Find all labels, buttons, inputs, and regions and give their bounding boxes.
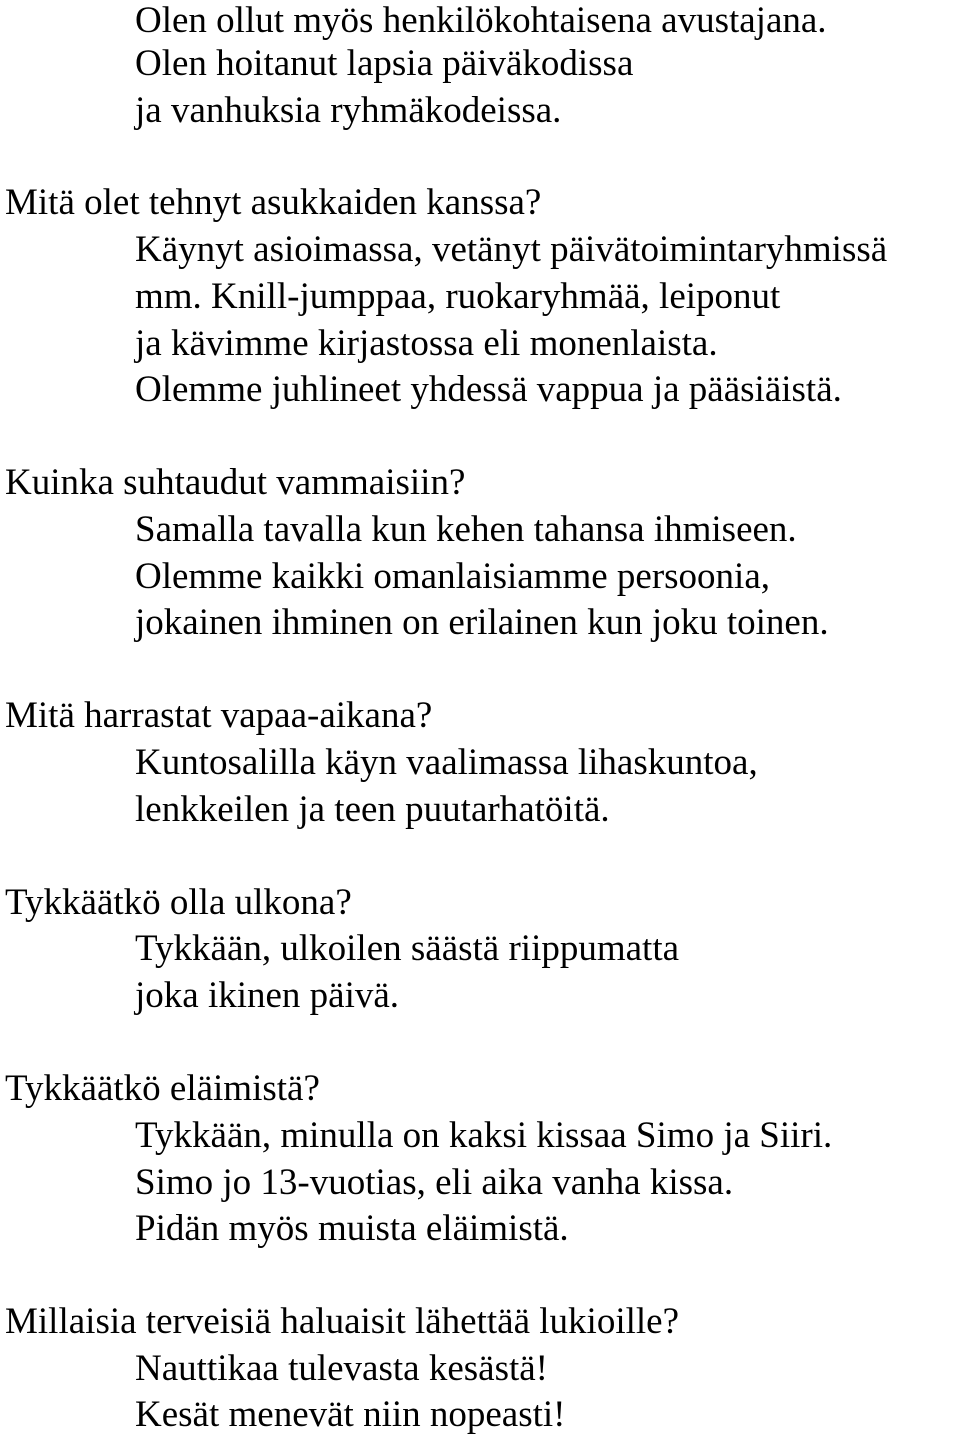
answer-line: joka ikinen päivä. [135, 975, 400, 1016]
answer-line: Simo jo 13-vuotias, eli aika vanha kissa. [135, 1162, 734, 1203]
answer-line: jokainen ihminen on erilainen kun joku toinen. [135, 602, 829, 643]
answer-line: ja kävimme kirjastossa eli monenlaista. [135, 323, 718, 364]
answer-line: lenkkeilen ja teen puutarhatöitä. [135, 789, 610, 830]
answer-line: Nauttikaa tulevasta kesästä! [135, 1348, 548, 1389]
answer-line: mm. Knill-jumppaa, ruokaryhmää, leiponut [135, 276, 781, 317]
question-line: Mitä olet tehnyt asukkaiden kanssa? [5, 182, 542, 223]
question-line: Mitä harrastat vapaa-aikana? [5, 695, 433, 736]
answer-line: Olemme juhlineet yhdessä vappua ja pääsiäistä. [135, 369, 842, 410]
question-line: Tykkäätkö eläimistä? [5, 1068, 320, 1109]
intro-line: Olen hoitanut lapsia päiväkodissa [135, 43, 634, 84]
answer-line: Pidän myös muista eläimistä. [135, 1208, 569, 1249]
answer-line: Olemme kaikki omanlaisiamme persoonia, [135, 556, 770, 597]
answer-line: Tykkään, ulkoilen säästä riippumatta [135, 928, 680, 969]
intro-line: ja vanhuksia ryhmäkodeissa. [135, 90, 562, 131]
answer-line: Kuntosalilla käyn vaalimassa lihaskuntoa, [135, 742, 758, 783]
intro-line: Olen ollut myös henkilökohtaisena avustajana. [135, 0, 827, 41]
question-line: Kuinka suhtaudut vammaisiin? [5, 462, 466, 503]
answer-line: Samalla tavalla kun kehen tahansa ihmiseen. [135, 509, 797, 550]
answer-line: Käynyt asioimassa, vetänyt päivätoimintaryhmissä [135, 229, 888, 270]
question-line: Millaisia terveisiä haluaisit lähettää lukioille? [5, 1301, 680, 1342]
question-line: Tykkäätkö olla ulkona? [5, 882, 352, 923]
answer-line: Tykkään, minulla on kaksi kissaa Simo ja Siiri. [135, 1115, 833, 1156]
answer-line: Kesät menevät niin nopeasti! [135, 1394, 566, 1435]
